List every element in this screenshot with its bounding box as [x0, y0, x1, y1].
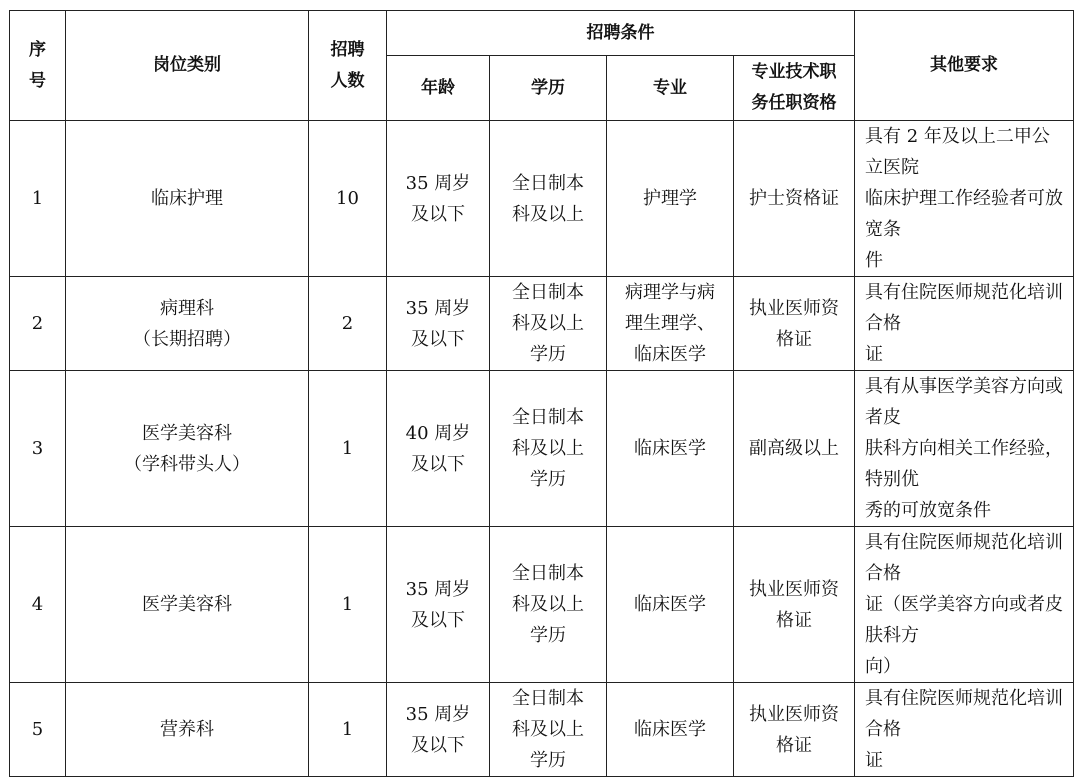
header-seq: 序 号 — [10, 11, 66, 121]
cell-qualification: 副高级以上 — [734, 371, 855, 527]
cell-category: 病理科 （长期招聘） — [66, 277, 309, 371]
cell-count: 1 — [309, 371, 387, 527]
cell-age: 40 周岁 及以下 — [387, 371, 490, 527]
cell-education: 全日制本 科及以上 学历 — [490, 683, 607, 777]
cell-education: 全日制本 科及以上 学历 — [490, 527, 607, 683]
cell-seq: 2 — [10, 277, 66, 371]
table-row — [10, 683, 1074, 777]
cell-qualification: 执业医师资 格证 — [734, 683, 855, 777]
cell-major: 临床医学 — [607, 371, 734, 527]
table-row — [10, 121, 1074, 277]
header-other: 其他要求 — [855, 11, 1074, 121]
cell-major: 护理学 — [607, 121, 734, 277]
cell-category: 医学美容科 — [66, 527, 309, 683]
cell-qualification: 护士资格证 — [734, 121, 855, 277]
cell-qualification: 执业医师资 格证 — [734, 277, 855, 371]
cell-education: 全日制本 科及以上 学历 — [490, 371, 607, 527]
cell-age: 35 周岁 及以下 — [387, 683, 490, 777]
cell-count: 2 — [309, 277, 387, 371]
cell-major: 病理学与病 理生理学、 临床医学 — [607, 277, 734, 371]
cell-age: 35 周岁 及以下 — [387, 121, 490, 277]
header-count: 招聘 人数 — [309, 11, 387, 121]
header-age: 年龄 — [387, 56, 490, 121]
table-row — [10, 371, 1074, 527]
header-qualification: 专业技术职 务任职资格 — [734, 56, 855, 121]
cell-other: 具有 2 年及以上二甲公立医院 临床护理工作经验者可放宽条 件 — [855, 121, 1074, 277]
cell-seq: 3 — [10, 371, 66, 527]
cell-other: 具有住院医师规范化培训合格 证（医学美容方向或者皮肤科方 向） — [855, 527, 1074, 683]
table-row — [10, 527, 1074, 683]
table-row — [10, 277, 1074, 371]
cell-other: 具有住院医师规范化培训合格 证 — [855, 683, 1074, 777]
cell-seq: 4 — [10, 527, 66, 683]
cell-seq: 5 — [10, 683, 66, 777]
cell-other: 具有住院医师规范化培训合格 证 — [855, 277, 1074, 371]
cell-other: 具有从事医学美容方向或者皮 肤科方向相关工作经验，特别优 秀的可放宽条件 — [855, 371, 1074, 527]
header-major: 专业 — [607, 56, 734, 121]
cell-category: 临床护理 — [66, 121, 309, 277]
cell-major: 临床医学 — [607, 527, 734, 683]
header-row-1 — [10, 11, 1074, 56]
cell-age: 35 周岁 及以下 — [387, 527, 490, 683]
cell-education: 全日制本 科及以上 — [490, 121, 607, 277]
cell-qualification: 执业医师资 格证 — [734, 527, 855, 683]
cell-age: 35 周岁 及以下 — [387, 277, 490, 371]
cell-major: 临床医学 — [607, 683, 734, 777]
recruitment-table — [9, 10, 1074, 777]
header-conditions: 招聘条件 — [387, 11, 855, 56]
cell-count: 1 — [309, 683, 387, 777]
cell-count: 10 — [309, 121, 387, 277]
header-category: 岗位类别 — [66, 11, 309, 121]
cell-count: 1 — [309, 527, 387, 683]
cell-category: 医学美容科 （学科带头人） — [66, 371, 309, 527]
cell-seq: 1 — [10, 121, 66, 277]
cell-category: 营养科 — [66, 683, 309, 777]
header-education: 学历 — [490, 56, 607, 121]
cell-education: 全日制本 科及以上 学历 — [490, 277, 607, 371]
